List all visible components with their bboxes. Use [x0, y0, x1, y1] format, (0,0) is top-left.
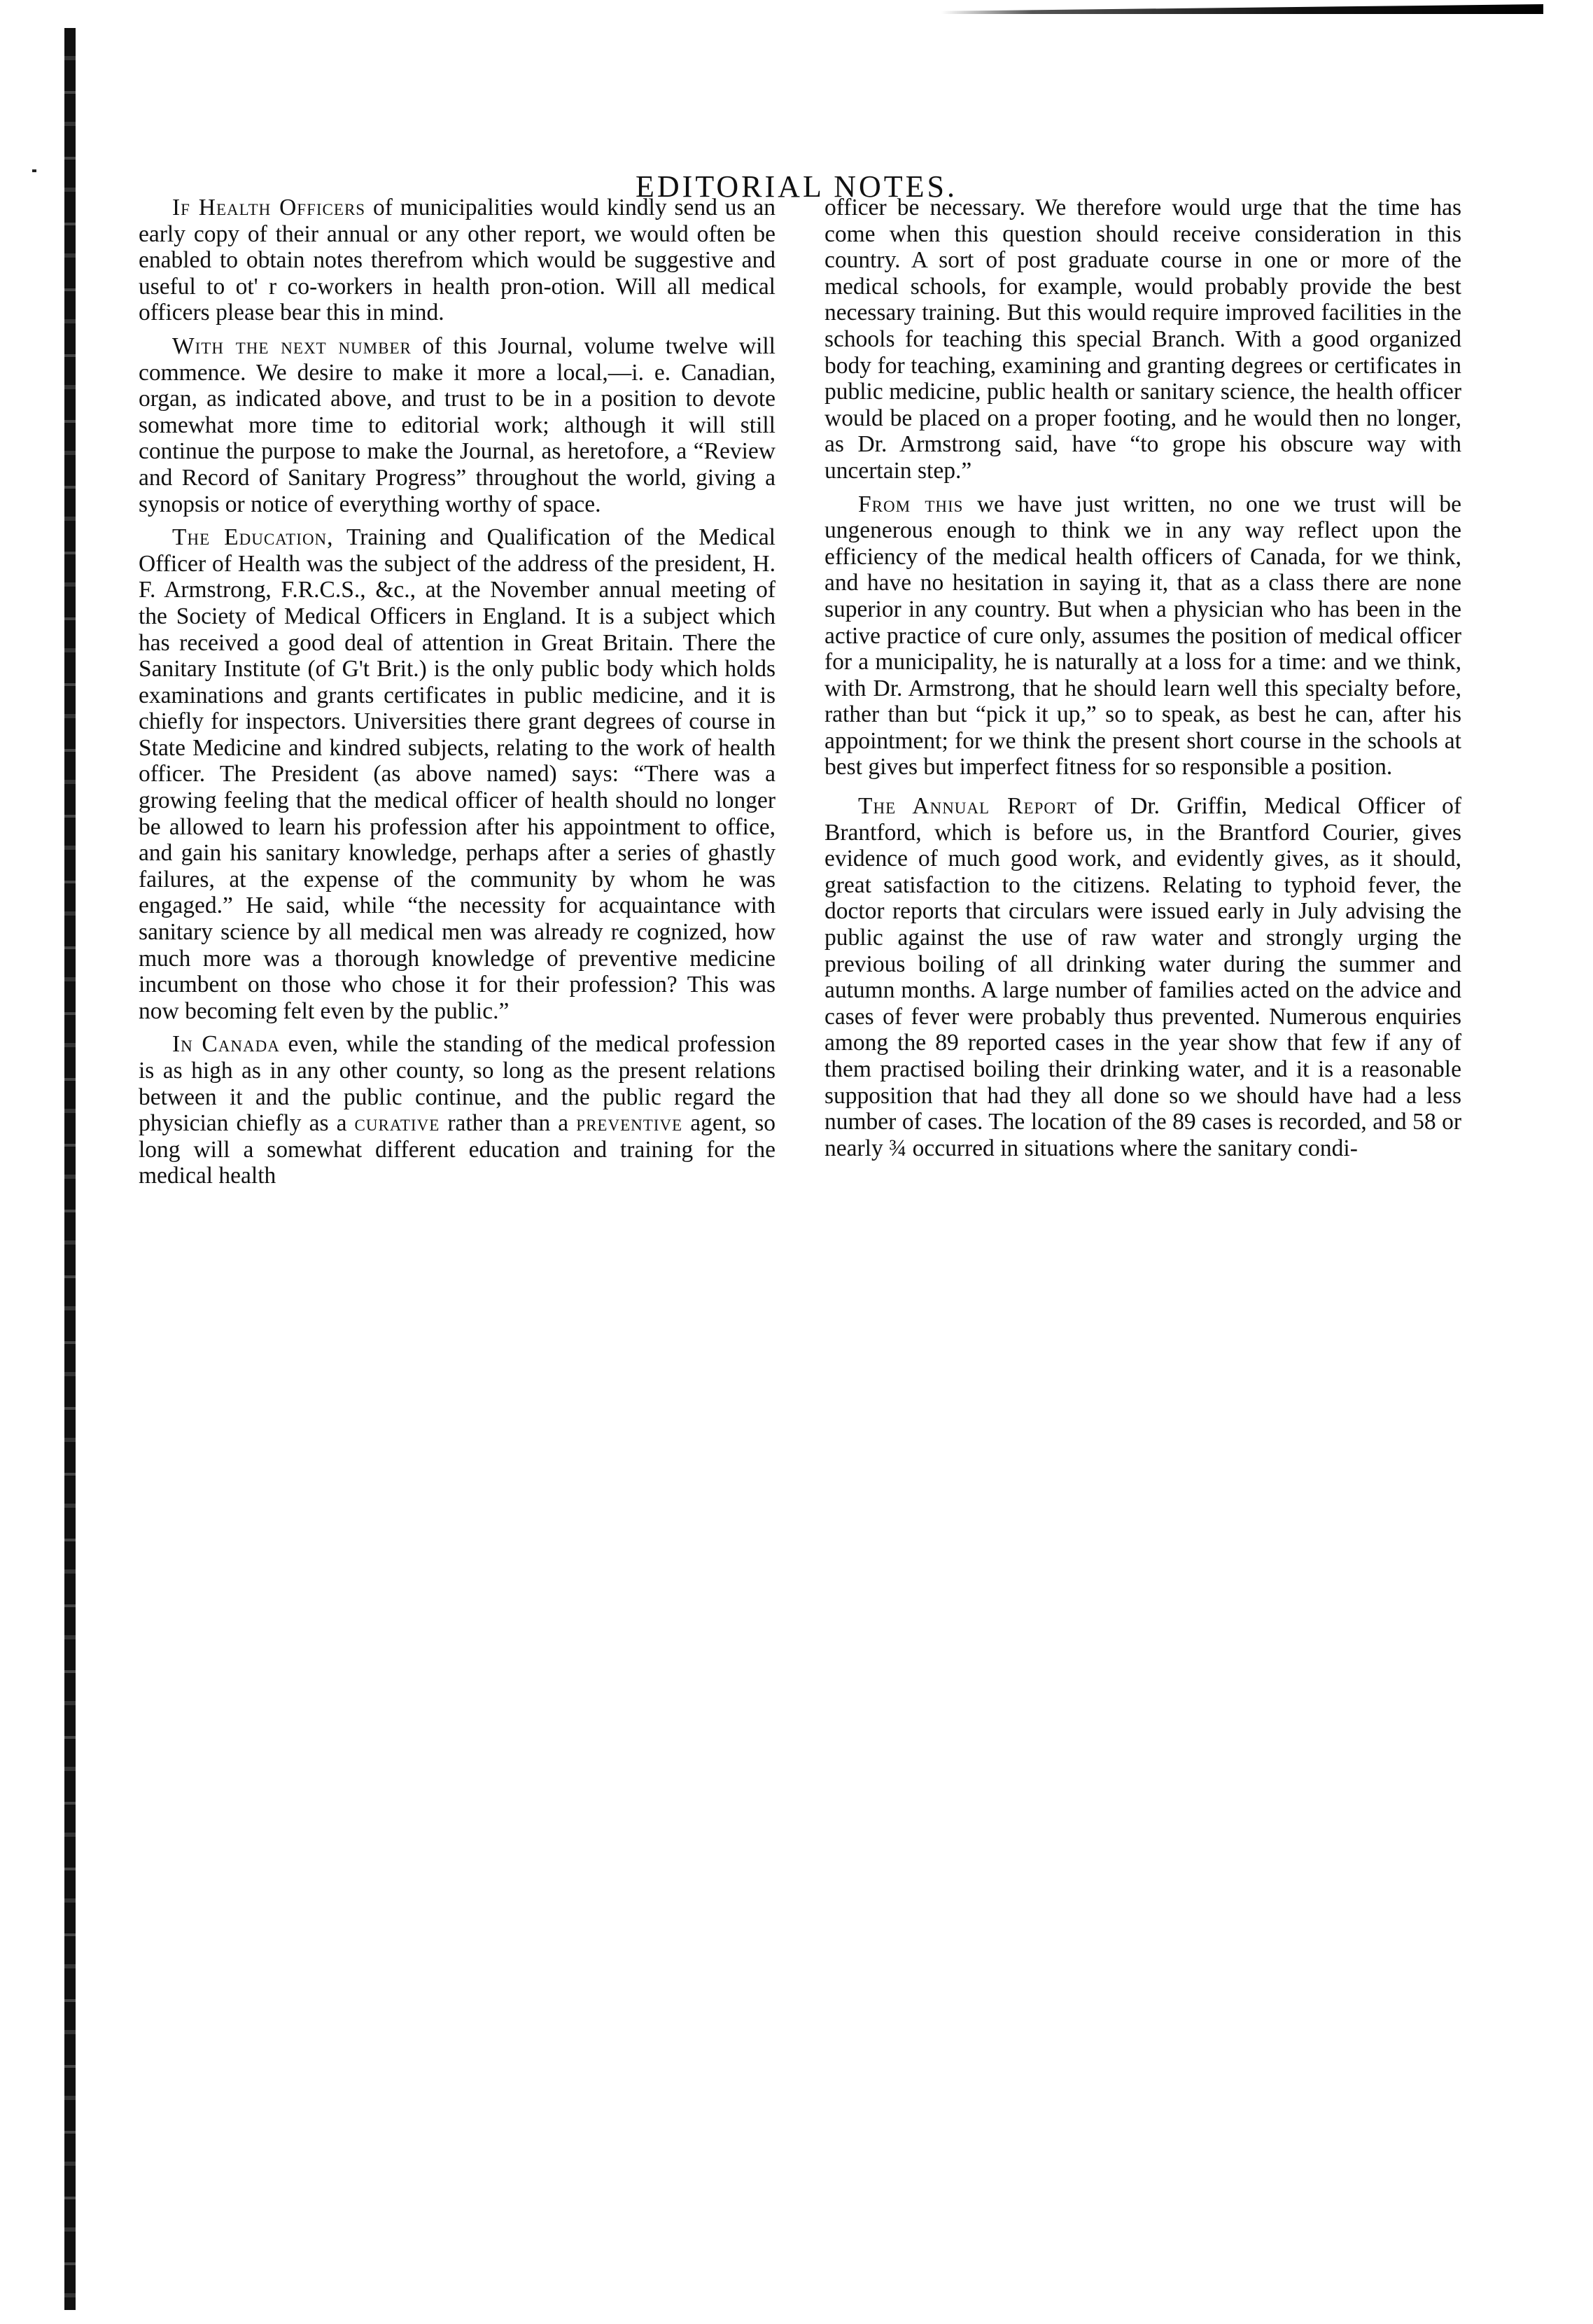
- paragraph-from-this: [824, 491, 1461, 781]
- paragraph-lead: In Canada: [172, 1031, 280, 1058]
- paragraph-text: even, while the standing of the medical profession is as high as in any other county, so long as the present relations between it and the public continue, and the public regard the physician chiefly as a: [139, 1031, 776, 1137]
- paragraph-lead: If Health Officers: [172, 195, 366, 220]
- emphasis-curative: curative: [354, 1110, 440, 1137]
- right-column: [824, 195, 1461, 1168]
- paragraph-lead: With the next number: [172, 332, 412, 359]
- paragraph-education: [139, 524, 776, 1024]
- top-scan-artifact: [941, 4, 1543, 14]
- paragraph-health-officers: [139, 195, 776, 326]
- paragraph-lead: The Annual Report: [858, 793, 1077, 820]
- paragraph-text: Training and Qualification of the Medical Officer of Health was the subject of the address of the president, H. F. Armstrong, F.R.C.S., &c., at the November annual meeting of the Society of Medical Officers in England. It is a subject which has received a good deal of attention in Great Britain. There the Sanitary Institute (of G't Brit.) is the only public body which holds examinations and grants certificates in public medicine, and it is chiefly for inspectors. Universities there grant degrees of course in State Medicine and kindred subjects, relating to the work of health officer. The President (as above named) says: “There was a growing feeling that the medical officer of health should no longer be allowed to learn his profession after his appointment to office, and gain his sanitary knowledge, perhaps after a series of ghastly failures, at the expense of the community by whom he was engaged.” He said, while “the necessity for acquaintance with sanitary science by all medical men was already re cognized, how much more was a thorough knowledge of preventive medicine incumbent on those who chose it for their profession? This was now becoming felt even by the public.”: [139, 524, 776, 1024]
- paragraph-text: officer be necessary. We therefore would urge that the time has come when this question should receive consideration in this country. A sort of post graduate course in one or more of the medical schools, for example, would probably provide the best necessary training. But this would require improved facilities in the schools for teaching this special Branch. With a good organized body for teaching, examining and granting degrees or certificates in public medicine, public health or sanitary science, the health officer would be placed on a proper footing, and he would then no longer, as Dr. Armstrong said, have “to grope his obscure way with uncertain step.”: [824, 195, 1461, 484]
- left-column: [139, 195, 776, 1196]
- paragraph-text: of municipalities would kindly send us an early copy of their annual or any other report, we would often be enabled to obtain notes therefrom which would be suggestive and useful to ot' r co-workers in health pron-otion. Will all medical officers please bear this in mind.: [139, 195, 776, 326]
- paragraph-annual-report: [824, 793, 1461, 1161]
- paragraph-text: agent, so long will a somewhat different education and training for the medical health: [139, 1110, 776, 1189]
- paragraph-in-canada: [139, 1031, 776, 1189]
- paragraph-lead: From this: [858, 491, 964, 517]
- paragraph-text: of this Journal, volume twelve will commence. We desire to make it more a local,—i. e. Canadian, organ, as indicated above, and trust to be in a position to devote somewhat more time to editorial work; although it will still continue the purpose to make the Journal, as heretofore, a “Review and Record of Sanitary Progress” throughout the world, giving a synopsis or notice of everything worthy of space.: [139, 332, 776, 517]
- paragraph-next-number: [139, 333, 776, 517]
- emphasis-preventive: preventive: [576, 1110, 683, 1137]
- paragraph-text: of Dr. Griffin, Medical Officer of Brantford, which is before us, in the Brantford Courier, gives evidence of much good work, and evidently gives, as it should, great satisfaction to the citizens. Relating to typhoid fever, the doctor reports that circulars were issued early in July advising the public against the use of raw water and strongly urging the previous boiling of all drinking water during the summer and autumn months. A large number of families acted on the advice and cases of fever were probably thus prevented. Numerous enquiries among the 89 reported cases in the year show that few if any of them practised boiling their drinking water, and it is a reasonable supposition that had they all done so we should have had a less number of cases. The location of the 89 cases is recorded, and 58 or nearly ¾ occurred in situations where the sanitary condi-: [824, 793, 1461, 1161]
- page-title: EDITORIAL NOTES.: [636, 169, 957, 204]
- paragraph-text: rather than a: [440, 1110, 577, 1137]
- paragraph-lead: The Education,: [172, 524, 334, 551]
- paragraph-text: we have just written, no one we trust will be ungenerous enough to think we in any way reflect upon the efficiency of the medical health officers of Canada, for we think, and have no hesitation in saying it, that as a class there are none superior in any country. But when a physician who has been in the active practice of cure only, assumes the position of medical officer for a municipality, he is naturally at a loss for a time: and we think, with Dr. Armstrong, that he should learn well this specialty before, rather than but “pick it up,” so to speak, as best he can, after his appointment; for we think the present short course in the schools at best gives but imperfect fitness for so responsible a position.: [824, 491, 1461, 780]
- paragraph-continuation: [824, 195, 1461, 484]
- page-binding-edge: [64, 28, 76, 2310]
